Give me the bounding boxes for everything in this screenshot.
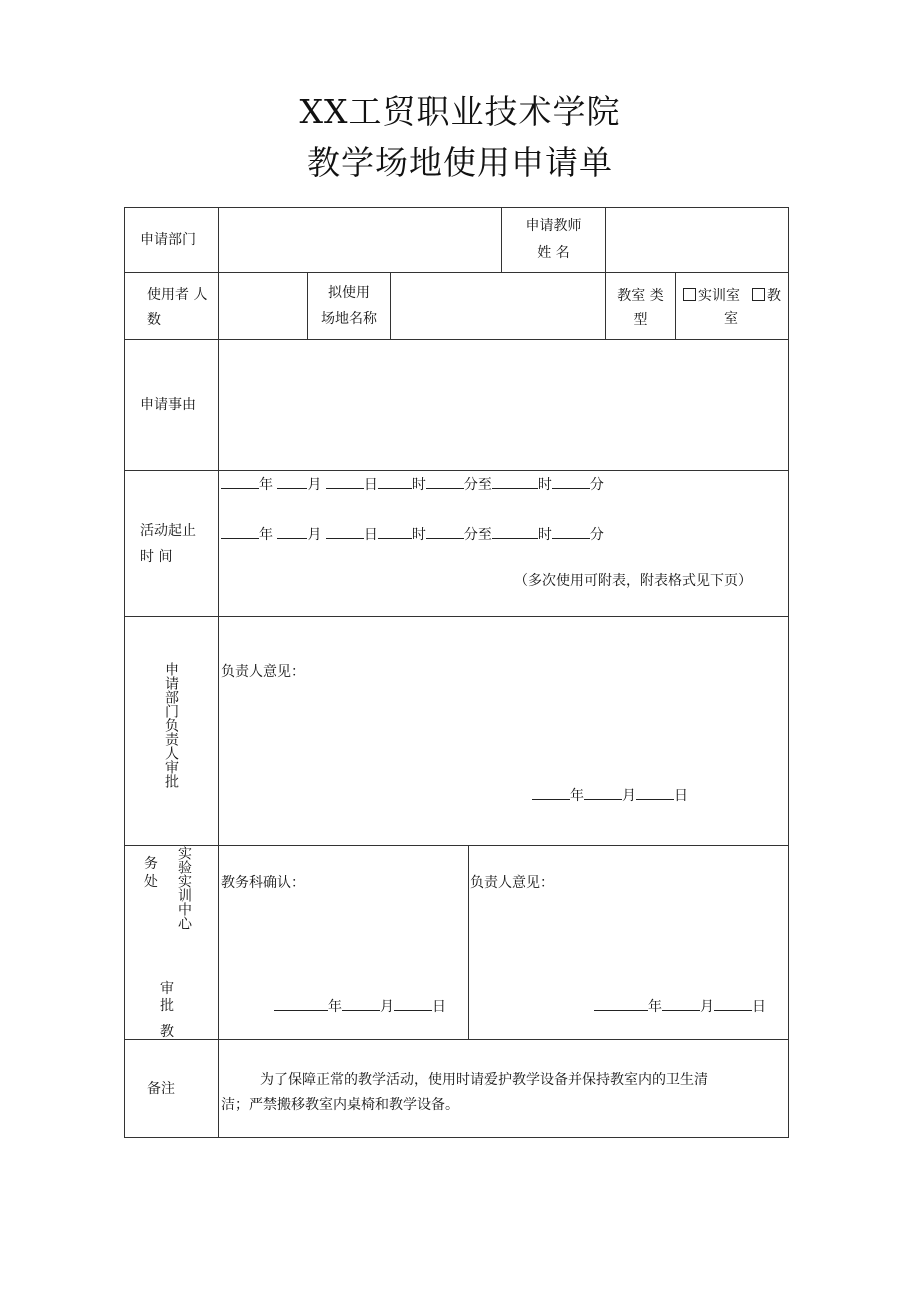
time-range-line-1[interactable]: 年 月 日 时 分至 时 分 [221, 474, 604, 493]
form-title-institution: XX工贸职业技术学院 [299, 92, 621, 131]
teacher-name-field[interactable] [607, 209, 787, 271]
user-count-label-line1: 使用者 人 [147, 287, 208, 303]
department-head-date[interactable]: 年 月 日 [532, 785, 688, 804]
room-type-label-line2: 型 [633, 312, 648, 328]
user-count-label-line2: 数 [147, 312, 161, 328]
applying-department-field[interactable] [220, 209, 500, 271]
activity-time-label-line1: 活动起止 [140, 523, 196, 539]
application-reason-field[interactable] [220, 341, 787, 469]
approval-label-line1: 审 [160, 981, 174, 997]
checkbox-icon [683, 288, 696, 301]
academic-office-confirm-label: 教务科确认： [221, 875, 305, 891]
remarks-text-line1: 为了保障正常的教学活动，使用时请爱护教学设备并保持教室内的卫生清 [260, 1072, 708, 1088]
option-training-room-label: 实训室 [698, 288, 740, 304]
teacher-name-label-line2: 姓 名 [537, 245, 570, 261]
department-head-opinion-label: 负责人意见： [221, 664, 305, 680]
academic-office-date[interactable]: 年 月 日 [274, 996, 446, 1015]
room-type-label-line1: 教室 类 [617, 288, 664, 304]
approval-label-line2: 批 [160, 998, 174, 1014]
option-training-room[interactable] [683, 288, 740, 304]
training-center-label: 实验实训中心 [176, 846, 192, 930]
venue-name-label-line1: 拟使用 [328, 285, 370, 301]
remarks-label: 备注 [147, 1081, 175, 1097]
venue-name-field[interactable] [392, 274, 604, 338]
center-head-opinion-label: 负责人意见： [470, 875, 554, 891]
department-head-approval-label: 申请部门负责人审批 [163, 662, 179, 788]
option-classroom-label-line2: 室 [724, 311, 738, 327]
applying-department-label: 申请部门 [140, 232, 196, 248]
checkbox-icon [752, 288, 765, 301]
time-range-line-2[interactable]: 年 月 日 时 分至 时 分 [221, 524, 604, 543]
center-head-opinion-field[interactable] [470, 900, 786, 988]
application-reason-label: 申请事由 [140, 397, 196, 413]
department-head-opinion-field[interactable] [220, 690, 787, 780]
approval-label-line3: 教 [160, 1024, 174, 1040]
option-classroom-label: 教 [767, 288, 781, 304]
activity-time-label-line2: 时 间 [140, 549, 173, 565]
academic-affairs-label-line2: 处 [144, 874, 158, 890]
user-count-field[interactable] [220, 274, 306, 338]
form-title-name: 教学场地使用申请单 [307, 143, 613, 182]
teacher-name-label-line1: 申请教师 [525, 218, 582, 234]
center-head-date[interactable]: 年 月 日 [594, 996, 766, 1015]
academic-office-confirm-field[interactable] [220, 900, 466, 988]
multi-use-note: （多次使用可附表，附表格式见下页） [514, 573, 752, 589]
option-classroom[interactable] [752, 288, 781, 304]
academic-affairs-label-line1: 务 [144, 856, 158, 872]
venue-name-label-line2: 场地名称 [321, 311, 377, 327]
remarks-text-line2: 洁；严禁搬移教室内桌椅和教学设备。 [221, 1097, 459, 1113]
